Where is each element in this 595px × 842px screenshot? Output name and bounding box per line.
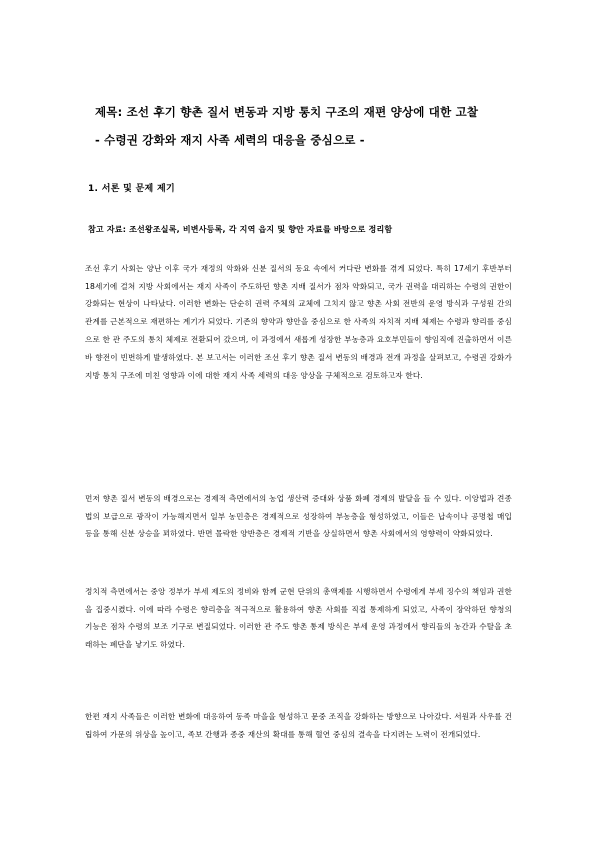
body-paragraph: 정치적 측면에서는 중앙 정부가 부세 제도의 정비와 함께 군현 단위의 총액제를 시행하면서 수령에게 부세 징수의 책임과 권한을 집중시켰다. 이에 따라 수령은 향리층을 적극적으로 활용하여 향촌 사회를 직접 통제하게 되었고, 사족이 장악하던 향청의 기능은 점차 수령의 보조 기구로 변질되었다. 이러한 관 주도 향촌 통제 방식은 부세 운영 과정에서 향리들의 농간과 수탈을 초래하는 폐단을 낳기도 하였다.	[85, 586, 512, 650]
document-title	[95, 98, 515, 154]
body-paragraph: 한편 재지 사족들은 이러한 변화에 대응하여 동족 마을을 형성하고 문중 조직을 강화하는 방향으로 나아갔다. 서원과 사우를 건립하여 가문의 위상을 높이고, 족보 간행과 종중 재산의 확대를 통해 혈연 중심의 결속을 다지려는 노력이 전개되었다.	[85, 711, 512, 739]
body-paragraph: 먼저 향촌 질서 변동의 배경으로는 경제적 측면에서의 농업 생산력 증대와 상품 화폐 경제의 발달을 들 수 있다. 이앙법과 견종법의 보급으로 광작이 가능해지면서 일부 농민층은 경제적으로 성장하여 부농층을 형성하였고, 이들은 납속이나 공명첩 매입 등을 통해 신분 상승을 꾀하였다. 반면 몰락한 양반층은 경제적 기반을 상실하면서 향촌 사회에서의 영향력이 약화되었다.	[85, 493, 512, 539]
section-heading: 1. 서론 및 문제 제기	[88, 184, 175, 194]
title-line-2: - 수령권 강화와 재지 사족 세력의 대응을 중심으로 -	[95, 133, 365, 147]
reference-note: 참고 자료: 조선왕조실록, 비변사등록, 각 지역 읍지 및 향안 자료를 바탕으로 정리함	[88, 225, 393, 234]
title-line-1: 제목: 조선 후기 향촌 질서 변동과 지방 통치 구조의 재편 양상에 대한 고찰	[95, 105, 479, 119]
body-paragraph: 조선 후기 사회는 양난 이후 국가 재정의 악화와 신분 질서의 동요 속에서 커다란 변화를 겪게 되었다. 특히 17세기 후반부터 18세기에 걸쳐 지방 사회에서는 재지 사족이 주도하던 향촌 지배 질서가 점차 약화되고, 국가 권력을 대리하는 수령의 권한이 강화되는 현상이 나타났다. 이러한 변화는 단순히 권력 주체의 교체에 그치지 않고 향촌 사회 전반의 운영 방식과 구성원 간의 관계를 근본적으로 재편하는 계기가 되었다. 기존의 향약과 향안을 중심으로 한 사족의 자치적 지배 체제는 수령과 향리를 중심으로 한 관 주도의 통치 체제로 전환되어 갔으며, 이 과정에서 새롭게 성장한 부농층과 요호부민들이 향임직에 진출하면서 이른바 향전이 빈번하게 발생하였다. 본 보고서는 이러한 조선 후기 향촌 질서 변동의 배경과 전개 과정을 살펴보고, 수령권 강화가 지방 통치 구조에 미친 영향과 이에 대한 재지 사족 세력의 대응 양상을 구체적으로 검토하고자 한다.	[85, 263, 512, 381]
